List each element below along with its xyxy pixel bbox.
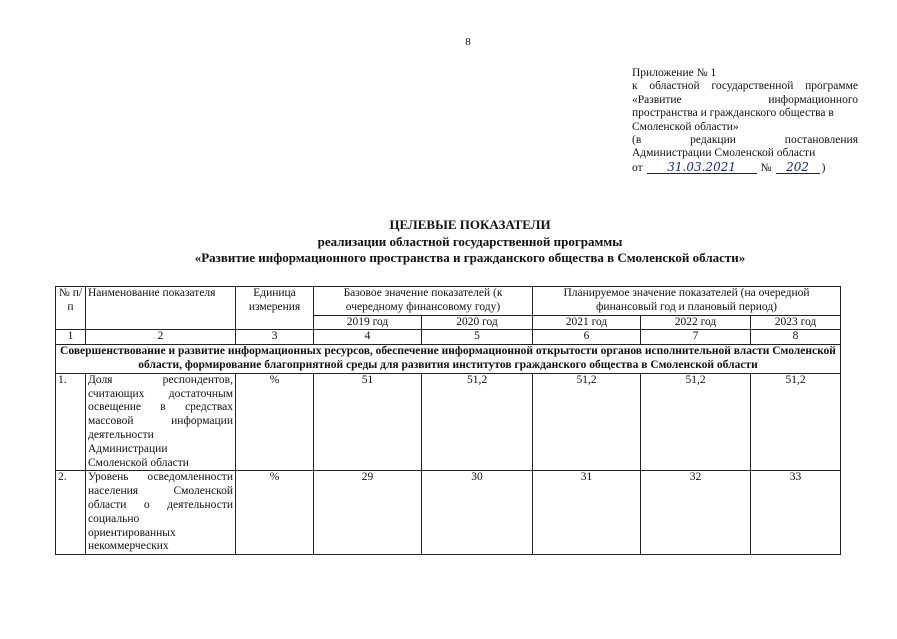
appendix-line-3: «Развитие информационного xyxy=(632,93,858,106)
indicator-value: 29 xyxy=(314,471,422,555)
header-year: 2023 год xyxy=(751,315,841,330)
appendix-line-1: Приложение № 1 xyxy=(632,67,717,79)
title-line-1: ЦЕЛЕВЫЕ ПОКАЗАТЕЛИ xyxy=(389,217,551,232)
header-row xyxy=(56,287,841,316)
document-title xyxy=(100,217,840,267)
indicator-unit: % xyxy=(236,373,314,471)
header-name: Наименование показателя xyxy=(86,287,236,330)
column-number: 8 xyxy=(751,330,841,345)
indicator-unit: % xyxy=(236,471,314,555)
appendix-line-4: пространства и гражданского общества в xyxy=(632,107,834,120)
column-number: 1 xyxy=(56,330,86,345)
appendix-line-2: к областной государственной программе xyxy=(632,80,858,93)
column-number: 7 xyxy=(641,330,751,345)
indicator-value: 33 xyxy=(751,471,841,555)
indicator-name: Доля респондентов, считающих достаточным освещение в средствах массовой информации деятельности Администрации Смоленской области xyxy=(86,373,236,471)
indicator-value: 31 xyxy=(533,471,641,555)
indicators-table xyxy=(55,286,841,555)
title-line-2: реализации областной государственной программы xyxy=(317,233,623,249)
column-number: 6 xyxy=(533,330,641,345)
appendix-date-number-line xyxy=(632,161,858,175)
header-planned: Планируемое значение показателей (на очередной финансовый год и плановый период) xyxy=(533,287,841,316)
appendix-line-5: Смоленской области» xyxy=(632,120,739,133)
table-row xyxy=(56,373,841,471)
handwritten-date: 31.03.2021 xyxy=(647,161,757,174)
column-number: 2 xyxy=(86,330,236,345)
indicator-value: 51 xyxy=(314,373,422,471)
indicator-value: 51,2 xyxy=(533,373,641,471)
column-numbers-row xyxy=(56,330,841,345)
header-year: 2021 год xyxy=(533,315,641,330)
indicator-name: Уровень осведомленности населения Смоленской области о деятельности социально ориентированных некоммерческих xyxy=(86,471,236,555)
header-year: 2020 год xyxy=(422,315,533,330)
number-label: № xyxy=(760,161,772,174)
header-num: № п/п xyxy=(56,287,86,330)
indicator-value: 30 xyxy=(422,471,533,555)
header-unit: Единица измерения xyxy=(236,287,314,330)
indicator-value: 32 xyxy=(641,471,751,555)
section-row xyxy=(56,345,841,374)
appendix-note xyxy=(632,67,858,175)
row-number: 1. xyxy=(56,373,86,471)
section-title: Совершенствование и развитие информационных ресурсов, обеспечение информационной открытости органов исполнительной власти Смоленской области, формирование благоприятной среды для развития институтов гражданского общества в Смоленской области xyxy=(56,345,841,374)
header-year: 2022 год xyxy=(641,315,751,330)
column-number: 3 xyxy=(236,330,314,345)
appendix-line-6: (в редакции постановления xyxy=(632,134,858,147)
row-number: 2. xyxy=(56,471,86,555)
page-number: 8 xyxy=(465,36,471,48)
table-row xyxy=(56,471,841,555)
indicator-value: 51,2 xyxy=(641,373,751,471)
indicator-value: 51,2 xyxy=(751,373,841,471)
indicator-value: 51,2 xyxy=(422,373,533,471)
close-paren: ) xyxy=(821,161,826,174)
appendix-line-7: Администрации Смоленской области xyxy=(632,147,816,160)
handwritten-number: 202 xyxy=(776,161,820,174)
header-year: 2019 год xyxy=(314,315,422,330)
title-line-3: «Развитие информационного пространства и гражданского общества в Смоленской области» xyxy=(194,250,746,265)
header-base: Базовое значение показателей (к очередному финансовому году) xyxy=(314,287,533,316)
from-label: от xyxy=(632,161,643,174)
column-number: 4 xyxy=(314,330,422,345)
column-number: 5 xyxy=(422,330,533,345)
